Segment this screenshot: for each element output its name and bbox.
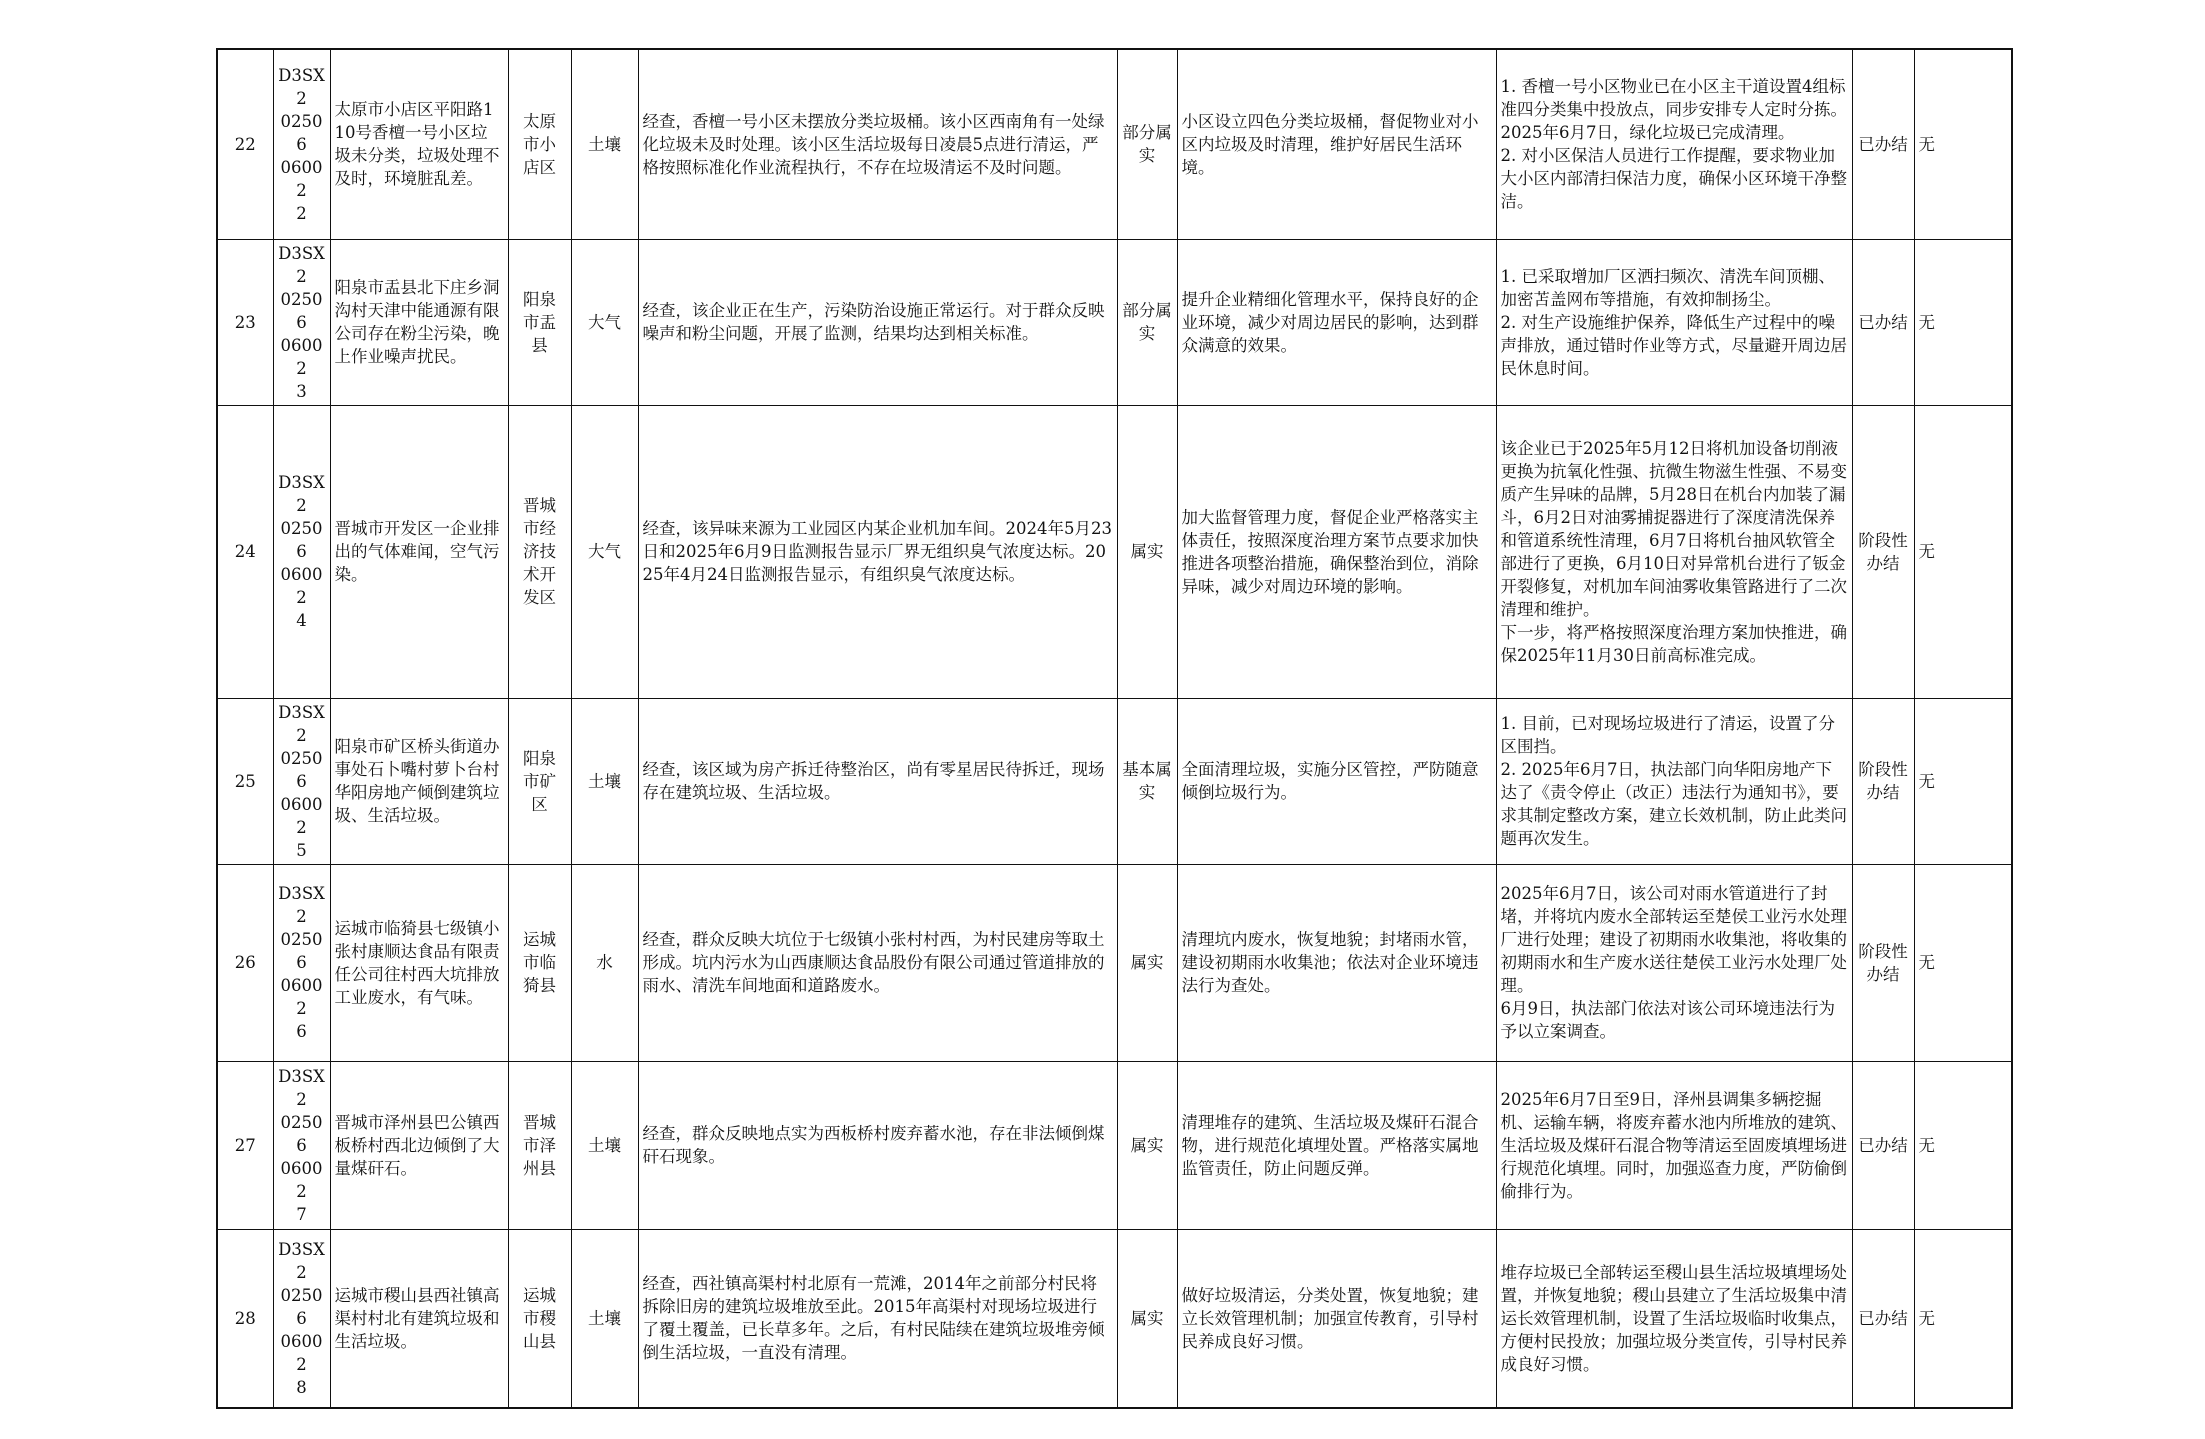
rectification-goal-cell: 小区设立四色分类垃圾桶，督促物业对小区内垃圾及时清理，维护好居民生活环境。 (1177, 49, 1496, 239)
cell-line: 阳泉 (523, 289, 556, 309)
cell-line: D3SX2 (278, 473, 325, 515)
cell-line: 06002 (280, 157, 323, 200)
cell-line: 属实 (1130, 542, 1164, 561)
complaint-table (216, 48, 2013, 1409)
cell-line: 02506 (280, 111, 323, 154)
completion-status-cell (1852, 1229, 1914, 1408)
table-row (217, 698, 2012, 864)
pollution-type-cell: 土壤 (571, 49, 638, 239)
issue-description-cell: 运城市临猗县七级镇小张村康顺达食品有限责任公司往村西大坑排放工业废水，有气味。 (330, 864, 508, 1061)
pollution-type-cell: 水 (571, 864, 638, 1061)
cell-line: 市小 (523, 134, 556, 154)
issue-description-cell: 晋城市泽州县巴公镇西板桥村西北边倾倒了大量煤矸石。 (330, 1061, 508, 1229)
verification-cell (1117, 49, 1177, 239)
administrative-area-cell (508, 1229, 571, 1408)
cell-line: 06002 (280, 565, 323, 607)
cell-line: 2. 对生产设施维护保养，降低生产过程中的噪声排放，通过错时作业等方式，尽量避开周边居民休息时间。 (1500, 312, 1847, 378)
cell-line: 6 (296, 1022, 307, 1041)
cell-line: D3SX2 (278, 1066, 325, 1109)
issue-description-cell: 阳泉市盂县北下庄乡洞沟村天津中能通源有限公司存在粉尘污染，晚上作业噪声扰民。 (330, 239, 508, 405)
accountability-cell: 无 (1914, 864, 2012, 1061)
investigation-result-cell: 经查，西社镇高渠村村北原有一荒滩，2014年之前部分村民将拆除旧房的建筑垃圾堆放至此。2015年高渠村对现场垃圾进行了覆土覆盖，已长草多年。之后，有村民陆续在建筑垃圾堆旁倾倒生活垃圾，一直没有清理。 (638, 1229, 1117, 1408)
pollution-type-cell: 土壤 (571, 1229, 638, 1408)
completion-status-cell (1852, 1061, 1914, 1229)
accountability-cell: 无 (1914, 239, 2012, 405)
cell-line: 太原 (523, 111, 556, 131)
table-row (217, 405, 2012, 698)
issue-description-cell: 阳泉市矿区桥头街道办事处石卜嘴村萝卜台村华阳房地产倾倒建筑垃圾、生活垃圾。 (330, 698, 508, 864)
cell-line: 基本属 (1122, 760, 1172, 779)
completion-status-cell (1852, 864, 1914, 1061)
cell-line: 02506 (280, 748, 323, 791)
rectification-goal-cell: 全面清理垃圾，实施分区管控，严防随意倾倒垃圾行为。 (1177, 698, 1496, 864)
investigation-result-cell: 经查，群众反映大坑位于七级镇小张村村西，为村民建房等取土形成。坑内污水为山西康顺达食品股份有限公司通过管道排放的雨水、清洗车间地面和道路废水。 (638, 864, 1117, 1061)
administrative-area-cell (508, 49, 571, 239)
cell-line: 县 (531, 335, 548, 355)
cell-line: 阳泉 (523, 748, 556, 768)
cell-line: 济技 (523, 542, 556, 561)
row-number-cell: 26 (217, 864, 273, 1061)
cell-line: 2025年6月7日，该公司对雨水管道进行了封堵，并将坑内废水全部转运至楚侯工业污水处理厂进行处理；建设了初期雨水收集池，将收集的初期雨水和生产废水送往楚侯工业污水处理厂处理。 (1500, 884, 1847, 995)
table-row (217, 49, 2012, 239)
verification-cell (1117, 1061, 1177, 1229)
rectification-measures-cell (1496, 49, 1852, 239)
administrative-area-cell (508, 864, 571, 1061)
rectification-goal-cell: 做好垃圾清运，分类处置，恢复地貌；建立长效管理机制；加强宣传教育，引导村民养成良好习惯。 (1177, 1229, 1496, 1408)
table-row (217, 1061, 2012, 1229)
row-number-cell: 28 (217, 1229, 273, 1408)
issue-description-cell: 太原市小店区平阳路110号香檀一号小区垃圾未分类，垃圾处理不及时，环境脏乱差。 (330, 49, 508, 239)
cell-line: 2. 2025年6月7日，执法部门向华阳房地产下达了《责令停止（改正）违法行为通知书》，要求其制定整改方案，建立长效机制，防止此类问题再次发生。 (1500, 760, 1847, 848)
cell-line: 已办结 (1858, 312, 1908, 332)
cell-line: 1. 香檀一号小区物业已在小区主干道设置4组标准四分类集中投放点，同步安排专人定时分拣。2025年6月7日，绿化垃圾已完成清理。 (1500, 77, 1847, 143)
cell-line: 部分属 (1122, 123, 1172, 143)
verification-cell (1117, 864, 1177, 1061)
cell-line: 猗县 (523, 976, 556, 995)
administrative-area-cell (508, 1061, 571, 1229)
cell-line: 阶段性 (1858, 530, 1908, 550)
completion-status-cell (1852, 49, 1914, 239)
table-row (217, 1229, 2012, 1408)
cell-line: 06002 (280, 976, 323, 1018)
case-code-cell (273, 864, 330, 1061)
cell-line: 属实 (1130, 953, 1164, 972)
cell-line: 已办结 (1858, 134, 1908, 154)
cell-line: 02506 (280, 1112, 323, 1155)
rectification-measures-cell (1496, 1061, 1852, 1229)
cell-line: 02506 (280, 289, 323, 332)
cell-line: 市泽 (523, 1135, 556, 1155)
rectification-measures-cell (1496, 698, 1852, 864)
rectification-measures-cell (1496, 1229, 1852, 1408)
cell-line: 06002 (280, 1331, 323, 1374)
investigation-result-cell: 经查，群众反映地点实为西板桥村废弃蓄水池，存在非法倾倒煤矸石现象。 (638, 1061, 1117, 1229)
cell-line: 已办结 (1858, 1135, 1908, 1155)
cell-line: 办结 (1866, 783, 1900, 802)
rectification-goal-cell: 提升企业精细化管理水平，保持良好的企业环境，减少对周边居民的影响，达到群众满意的效果。 (1177, 239, 1496, 405)
cell-line: 该企业已于2025年5月12日将机加设备切削液更换为抗氧化性强、抗微生物滋生性强、不易变质产生异味的品牌，5月28日在机台内加装了漏斗，6月2日对油雾捕捉器进行了深度清洗保养和管道系统性清理，6月7日将机台抽风软管全部进行了更换，6月10日对异常机台进行了钣金开裂修复，对机加车间油雾收集管路进行了二次清理和维护。 (1500, 438, 1847, 619)
case-code-cell (273, 405, 330, 698)
table-row (217, 864, 2012, 1061)
rectification-measures-cell (1496, 864, 1852, 1061)
cell-line: 7 (296, 1204, 307, 1224)
cell-line: 06002 (280, 335, 323, 378)
rectification-goal-cell: 加大监督管理力度，督促企业严格落实主体责任，按照深度治理方案节点要求加快推进各项整治措施，确保整治到位，消除异味，减少对周边环境的影响。 (1177, 405, 1496, 698)
issue-description-cell: 运城市稷山县西社镇高渠村村北有建筑垃圾和生活垃圾。 (330, 1229, 508, 1408)
cell-line: 3 (296, 381, 307, 401)
pollution-type-cell: 大气 (571, 239, 638, 405)
cell-line: 运城 (523, 930, 556, 949)
cell-line: D3SX2 (278, 884, 325, 926)
cell-line: 下一步，将严格按照深度治理方案加快推进，确保2025年11月30日前高标准完成。 (1500, 622, 1847, 665)
cell-line: 2. 对小区保洁人员进行工作提醒，要求物业加大小区内部清扫保洁力度，确保小区环境干净整洁。 (1500, 146, 1847, 212)
case-code-cell (273, 49, 330, 239)
table-row (217, 239, 2012, 405)
case-code-cell (273, 698, 330, 864)
row-number-cell: 23 (217, 239, 273, 405)
report-sheet (216, 48, 2011, 1409)
row-number-cell: 27 (217, 1061, 273, 1229)
cell-line: 区 (531, 794, 548, 814)
cell-line: 术开 (523, 565, 556, 584)
cell-line: 1. 已采取增加厂区洒扫频次、清洗车间顶棚、加密苫盖网布等措施，有效抑制扬尘。 (1500, 266, 1835, 309)
administrative-area-cell (508, 239, 571, 405)
cell-line: 5 (296, 840, 307, 860)
cell-line: 部分属 (1122, 301, 1172, 320)
verification-cell (1117, 405, 1177, 698)
accountability-cell: 无 (1914, 49, 2012, 239)
cell-line: D3SX2 (278, 243, 325, 286)
cell-line: 市经 (523, 519, 556, 538)
cell-line: 店区 (523, 157, 556, 177)
rectification-goal-cell: 清理坑内废水，恢复地貌；封堵雨水管，建设初期雨水收集池；依法对企业环境违法行为查处。 (1177, 864, 1496, 1061)
rectification-goal-cell: 清理堆存的建筑、生活垃圾及煤矸石混合物，进行规范化填埋处置。严格落实属地监管责任，防止问题反弹。 (1177, 1061, 1496, 1229)
cell-line: 属实 (1130, 1135, 1164, 1155)
completion-status-cell (1852, 698, 1914, 864)
cell-line: 02506 (280, 1285, 323, 1328)
issue-description-cell: 晋城市开发区一企业排出的气体难闻，空气污染。 (330, 405, 508, 698)
case-code-cell (273, 1229, 330, 1408)
investigation-result-cell: 经查，该异味来源为工业园区内某企业机加车间。2024年5月23日和2025年6月9日监测报告显示厂界无组织臭气浓度达标。2025年4月24日监测报告显示，有组织臭气浓度达标。 (638, 405, 1117, 698)
cell-line: 发区 (523, 588, 556, 607)
case-code-cell (273, 1061, 330, 1229)
cell-line: 阶段性 (1858, 941, 1908, 961)
cell-line: 2 (296, 203, 307, 223)
cell-line: 06002 (280, 1158, 323, 1201)
investigation-result-cell: 经查，香檀一号小区未摆放分类垃圾桶。该小区西南角有一处绿化垃圾未及时处理。该小区生活垃圾每日凌晨5点进行清运，严格按照标准化作业流程执行，不存在垃圾清运不及时问题。 (638, 49, 1117, 239)
cell-line: 市稷 (523, 1308, 556, 1328)
cell-line: 6月9日，执法部门依法对该公司环境违法行为予以立案调查。 (1500, 999, 1835, 1041)
cell-line: 市盂 (523, 312, 556, 332)
table-body (217, 49, 2012, 1408)
rectification-measures-cell (1496, 405, 1852, 698)
case-code-cell (273, 239, 330, 405)
cell-line: 市矿 (523, 771, 556, 791)
pollution-type-cell: 土壤 (571, 698, 638, 864)
cell-line: 堆存垃圾已全部转运至稷山县生活垃圾填埋场处置，并恢复地貌；稷山县建立了生活垃圾集中清运长效管理机制，设置了生活垃圾临时收集点，方便村民投放；加强垃圾分类宣传，引导村民养成良好习惯。 (1500, 1262, 1847, 1374)
cell-line: 已办结 (1858, 1308, 1908, 1328)
pollution-type-cell: 土壤 (571, 1061, 638, 1229)
cell-line: D3SX2 (278, 702, 325, 745)
administrative-area-cell (508, 698, 571, 864)
accountability-cell: 无 (1914, 698, 2012, 864)
cell-line: 实 (1138, 146, 1156, 166)
administrative-area-cell (508, 405, 571, 698)
cell-line: 办结 (1866, 964, 1900, 984)
row-number-cell: 22 (217, 49, 273, 239)
verification-cell (1117, 1229, 1177, 1408)
rectification-measures-cell (1496, 239, 1852, 405)
row-number-cell: 24 (217, 405, 273, 698)
cell-line: 办结 (1866, 553, 1900, 573)
accountability-cell: 无 (1914, 1229, 2012, 1408)
row-number-cell: 25 (217, 698, 273, 864)
investigation-result-cell: 经查，该区域为房产拆迁待整治区，尚有零星居民待拆迁，现场存在建筑垃圾、生活垃圾。 (638, 698, 1117, 864)
cell-line: 属实 (1130, 1308, 1164, 1328)
cell-line: D3SX2 (278, 1239, 325, 1282)
cell-line: 晋城 (523, 1112, 556, 1132)
cell-line: 06002 (280, 794, 323, 837)
verification-cell (1117, 239, 1177, 405)
cell-line: 02506 (280, 519, 323, 561)
cell-line: 实 (1138, 783, 1156, 802)
cell-line: 州县 (523, 1158, 556, 1178)
cell-line: 山县 (523, 1331, 556, 1351)
cell-line: 市临 (523, 953, 556, 972)
cell-line: 晋城 (523, 496, 556, 515)
pollution-type-cell: 大气 (571, 405, 638, 698)
cell-line: D3SX2 (278, 65, 325, 108)
investigation-result-cell: 经查，该企业正在生产，污染防治设施正常运行。对于群众反映噪声和粉尘问题，开展了监测，结果均达到相关标准。 (638, 239, 1117, 405)
cell-line: 4 (296, 611, 307, 630)
completion-status-cell (1852, 239, 1914, 405)
cell-line: 阶段性 (1858, 760, 1908, 779)
verification-cell (1117, 698, 1177, 864)
cell-line: 实 (1138, 324, 1156, 343)
accountability-cell: 无 (1914, 405, 2012, 698)
completion-status-cell (1852, 405, 1914, 698)
cell-line: 02506 (280, 930, 323, 972)
cell-line: 2025年6月7日至9日，泽州县调集多辆挖掘机、运输车辆，将废弃蓄水池内所堆放的建筑、生活垃圾及煤矸石混合物等清运至固废填埋场进行规范化填埋。同时，加强巡查力度，严防偷倒偷排行为。 (1500, 1089, 1847, 1201)
cell-line: 1. 目前，已对现场垃圾进行了清运，设置了分区围挡。 (1500, 714, 1835, 756)
cell-line: 8 (296, 1377, 307, 1397)
cell-line: 运城 (523, 1285, 556, 1305)
accountability-cell: 无 (1914, 1061, 2012, 1229)
